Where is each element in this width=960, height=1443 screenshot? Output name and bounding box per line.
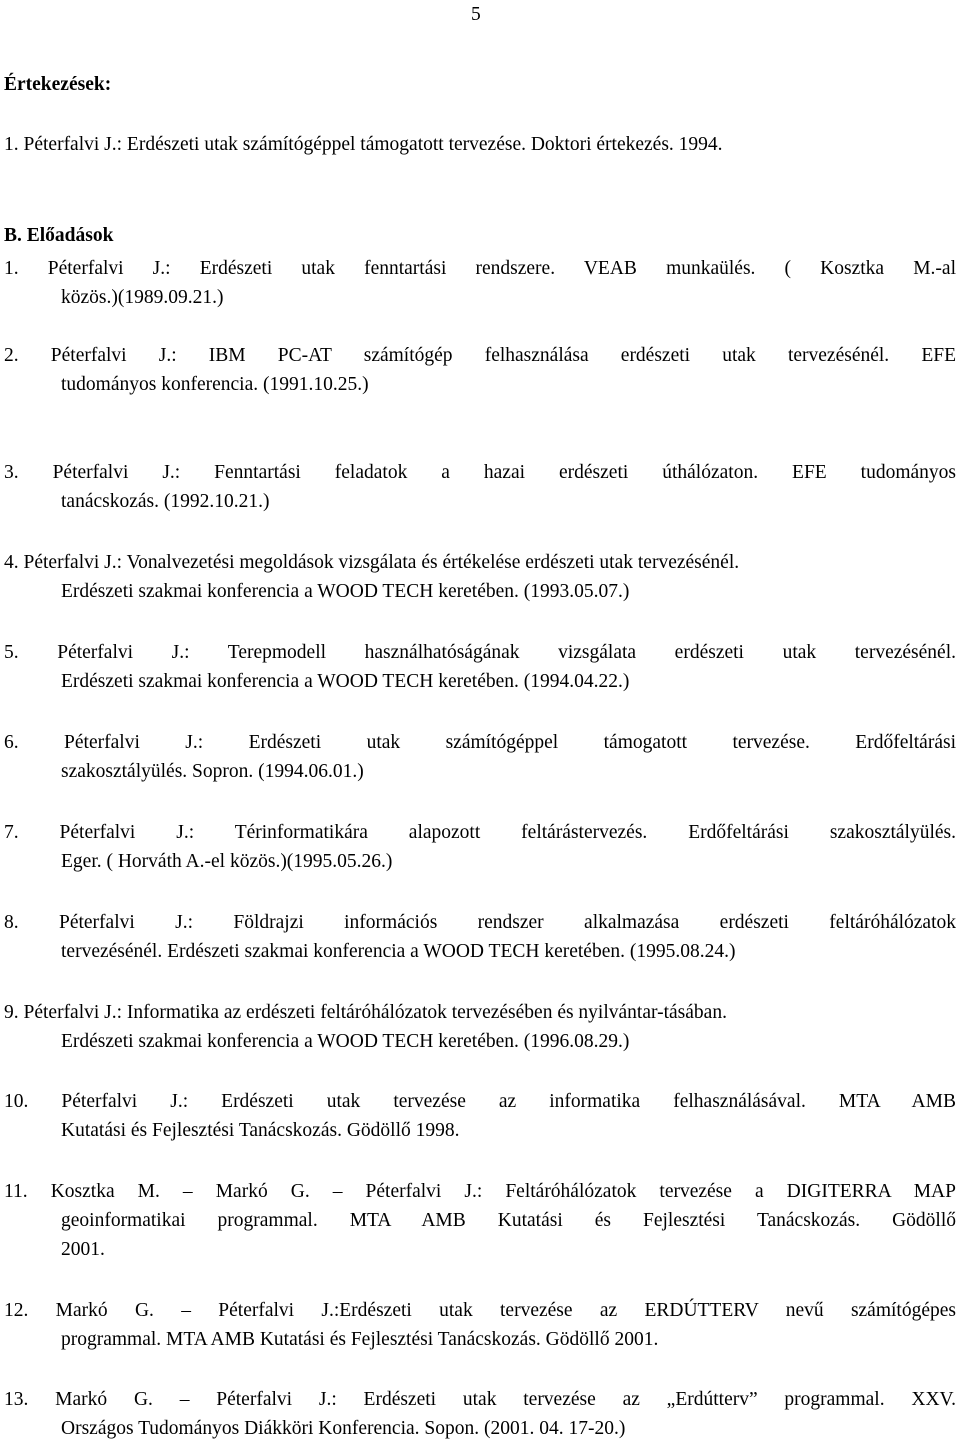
lecture-entry: 13. Markó G. – Péterfalvi J.: Erdészeti utak tervezése az „Erdútterv” programmal. XXV. Országos Tudományos Diákköri Konferencia. Sopon. (2001. 04. 17-20.)	[4, 1389, 956, 1439]
section-title-lectures: B. Előadások	[4, 225, 114, 246]
lecture-entry: 9. Péterfalvi J.: Informatika az erdészeti feltáróhálózatok tervezésében és nyilvántar-tásában. Erdészeti szakmai konferencia a WOOD TECH keretében. (1996.08.29.)	[4, 1002, 727, 1052]
lecture-entry: 7. Péterfalvi J.: Térinformatikára alapozott feltárástervezés. Erdőfeltárási szakosztályülés. Eger. ( Horváth A.-el közös.)(1995.05.26.)	[4, 822, 956, 872]
lecture-entry: 5. Péterfalvi J.: Terepmodell használhatóságának vizsgálata erdészeti utak tervezésénél. Erdészeti szakmai konferencia a WOOD TECH keretében. (1994.04.22.)	[4, 642, 956, 692]
lecture-entry: 3. Péterfalvi J.: Fenntartási feladatok a hazai erdészeti úthálózaton. EFE tudományos tanácskozás. (1992.10.21.)	[4, 462, 956, 512]
dissertation-item: 1. Péterfalvi J.: Erdészeti utak számítógéppel támogatott tervezése. Doktori értekezés. 1994.	[4, 134, 723, 155]
page-number: 5	[471, 4, 481, 25]
lecture-entry: 12. Markó G. – Péterfalvi J.:Erdészeti utak tervezése az ERDÚTTERV nevű számítógépes programmal. MTA AMB Kutatási és Fejlesztési Tanácskozás. Gödöllő 2001.	[4, 1300, 956, 1350]
lecture-entry: 6. Péterfalvi J.: Erdészeti utak számítógéppel támogatott tervezése. Erdőfeltárási szakosztályülés. Sopron. (1994.06.01.)	[4, 732, 956, 782]
lecture-entry: 8. Péterfalvi J.: Földrajzi információs rendszer alkalmazása erdészeti feltáróhálózatok tervezésénél. Erdészeti szakmai konferencia a WOOD TECH keretében. (1995.08.24.)	[4, 912, 956, 962]
section-title-dissertations: Értekezések:	[4, 74, 112, 95]
lecture-entry: 11. Kosztka M. – Markó G. – Péterfalvi J.: Feltáróhálózatok tervezése a DIGITERRA MAP geoinformatikai programmal. MTA AMB Kutatási és Fejlesztési Tanácskozás. Gödöllő 2001.	[4, 1181, 956, 1260]
lecture-entry: 10. Péterfalvi J.: Erdészeti utak tervezése az informatika felhasználásával. MTA AMB Kutatási és Fejlesztési Tanácskozás. Gödöllő 1998.	[4, 1091, 956, 1141]
lecture-entry: 4. Péterfalvi J.: Vonalvezetési megoldások vizsgálata és értékelése erdészeti utak tervezésénél. Erdészeti szakmai konferencia a WOOD TECH keretében. (1993.05.07.)	[4, 552, 740, 602]
lecture-entry: 1. Péterfalvi J.: Erdészeti utak fenntartási rendszere. VEAB munkaülés. ( Kosztka M.-al közös.)(1989.09.21.)	[4, 258, 956, 308]
lecture-entry: 2. Péterfalvi J.: IBM PC-AT számítógép felhasználása erdészeti utak tervezésénél. EFE tudományos konferencia. (1991.10.25.)	[4, 345, 956, 395]
